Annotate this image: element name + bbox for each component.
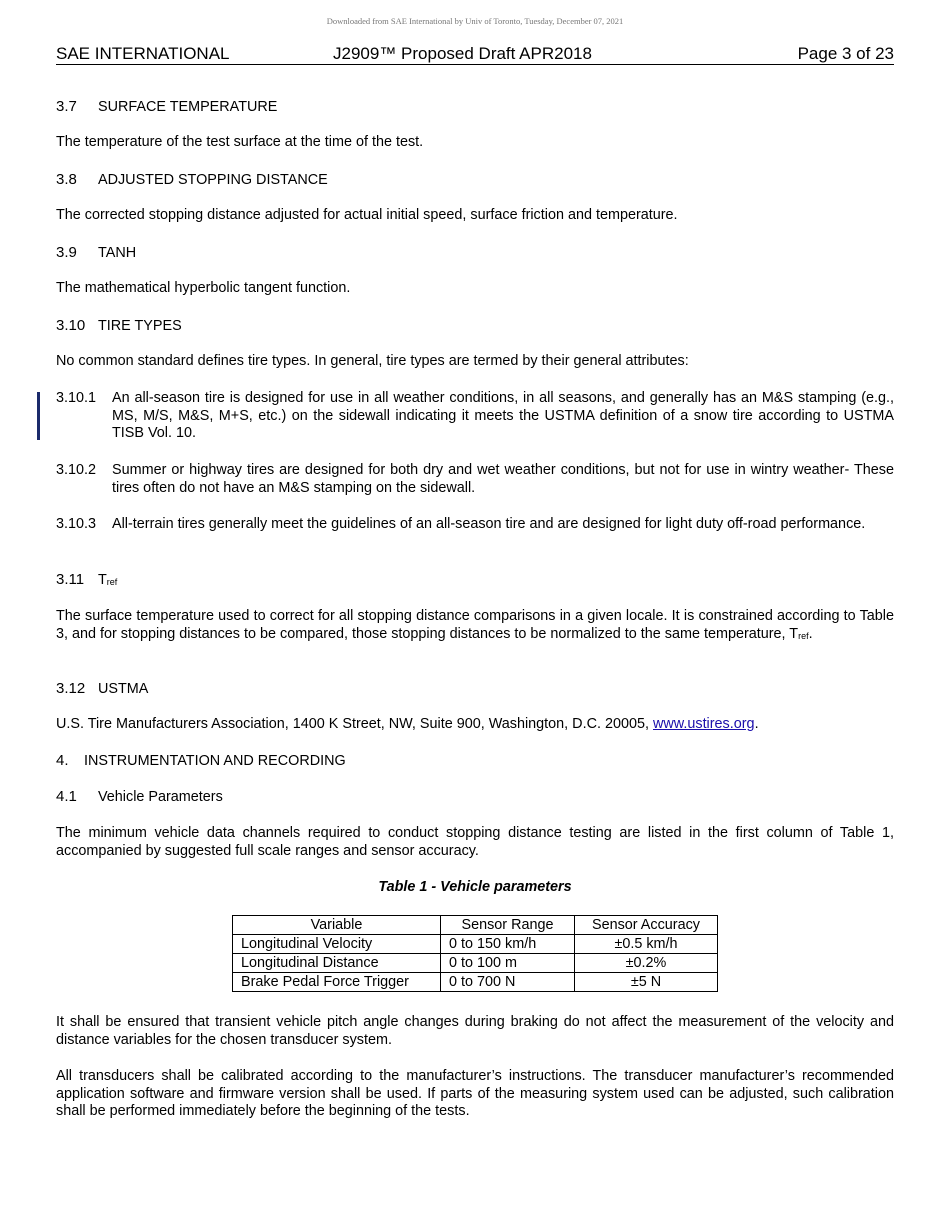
heading-3-9 [56,244,136,262]
section-title: ADJUSTED STOPPING DISTANCE [98,172,328,188]
subsection-text: Summer or highway tires are designed for both dry and wet weather conditions, but not for use in wintry weather- These tires often do not have an M&S stamping on the sidewall. [112,462,894,496]
subsection-number: 3.10.1 [56,390,97,406]
section-title: TANH [98,245,137,261]
table-row [233,935,718,954]
paragraph-pitch: It shall be ensured that transient vehicle pitch angle changes during braking do not affect the measurement of the velocity and distance variables for the chosen transducer system. [56,1014,894,1048]
section-title: TIRE TYPES [98,318,182,334]
header-page-number: Page 3 of 23 [797,44,894,63]
paragraph-3-11 [56,608,894,645]
ustires-link[interactable]: www.ustires.org [652,716,755,732]
table-cell: Longitudinal Velocity [233,935,441,954]
paragraph-4-1: The minimum vehicle data channels required to conduct stopping distance testing are listed in the first column of Table 1, accompanied by suggested full scale ranges and sensor accuracy. [56,825,894,859]
table-cell: ±0.5 km/h [575,935,718,954]
page-header [56,42,894,65]
heading-3-10 [56,317,182,335]
paragraph-end: . [754,716,759,732]
subsection-text: An all-season tire is designed for use in all weather conditions, in all seasons, and generally has an M&S stamping (e.g., MS, M/S, M&S, M+S, etc.) on the sidewall indicating it meets the USTMA definition of a snow tire according to USTMA TISB Vol. 10. [112,390,894,441]
section-number: 3.11 [56,571,85,588]
paragraph-3-9: The mathematical hyperbolic tangent function. [56,280,351,296]
subsection-3-10-1 [56,390,894,443]
download-watermark: Downloaded from SAE International by Univ of Toronto, Tuesday, December 07, 2021 [326,16,624,26]
column-header: Sensor Range [441,916,575,935]
section-number: 4.1 [56,788,77,805]
subsection-3-10-3 [56,516,894,534]
table-header-row [233,916,718,935]
table-cell: 0 to 100 m [441,954,575,973]
table-cell: 0 to 150 km/h [441,935,575,954]
table-row [233,954,718,973]
paragraph-calibration: All transducers shall be calibrated according to the manufacturer’s instructions. The transducer manufacturer’s recommended application software and firmware version shall be used. If parts of the measuring system used can be adjusted, such calibration shall be performed immediately before the beginning of the tests. [56,1068,894,1119]
header-org: SAE INTERNATIONAL [56,44,230,63]
table-cell: ±0.2% [575,954,718,973]
table-cell: Longitudinal Distance [233,954,441,973]
heading-4 [56,752,346,770]
paragraph-3-10: No common standard defines tire types. In general, tire types are termed by their general attributes: [56,353,689,369]
section-number: 3.10 [56,317,86,334]
table-cell: 0 to 700 N [441,973,575,992]
paragraph-subscript: ref [798,630,809,641]
header-doc-id: J2909™ Proposed Draft APR2018 [333,44,592,63]
paragraph-end: . [808,625,813,642]
subsection-text: All-terrain tires generally meet the guidelines of an all-season tire and are designed for light duty off-road performance. [112,516,866,532]
table-cell: ±5 N [575,973,718,992]
table-caption: Table 1 - Vehicle parameters [378,879,572,895]
paragraph-text: The surface temperature used to correct for all stopping distance comparisons in a given locale. It is constrained according to Table 3, and for stopping distances to be compared, those stopping distances to be normalized to the same temperature, T [56,608,894,642]
section-number: 4. [56,752,69,769]
section-title: Vehicle Parameters [98,789,223,805]
table-cell: Brake Pedal Force Trigger [233,973,441,992]
section-number: 3.8 [56,171,77,188]
section-title-subscript: ref [106,577,118,587]
column-header: Sensor Accuracy [575,916,718,935]
subsection-number: 3.10.3 [56,516,97,532]
heading-3-7 [56,98,277,116]
heading-3-11 [56,571,117,591]
section-number: 3.7 [56,98,77,115]
heading-3-12 [56,680,148,698]
section-title: T [98,572,107,588]
revision-change-bar [37,392,40,440]
heading-4-1 [56,788,223,806]
heading-3-8 [56,171,328,189]
section-title: SURFACE TEMPERATURE [98,99,278,115]
column-header: Variable [233,916,441,935]
paragraph-3-12 [56,716,894,734]
paragraph-3-8: The corrected stopping distance adjusted for actual initial speed, surface friction and temperature. [56,207,678,223]
section-number: 3.9 [56,244,77,261]
table-row [233,973,718,992]
section-title: USTMA [98,681,149,697]
section-title: INSTRUMENTATION AND RECORDING [84,753,346,769]
paragraph-text: U.S. Tire Manufacturers Association, 1400 K Street, NW, Suite 900, Washington, D.C. 20005, [56,716,653,732]
subsection-number: 3.10.2 [56,462,97,478]
section-number: 3.12 [56,680,86,697]
subsection-3-10-2 [56,462,894,497]
vehicle-parameters-table [232,915,718,992]
paragraph-3-7: The temperature of the test surface at the time of the test. [56,134,424,150]
